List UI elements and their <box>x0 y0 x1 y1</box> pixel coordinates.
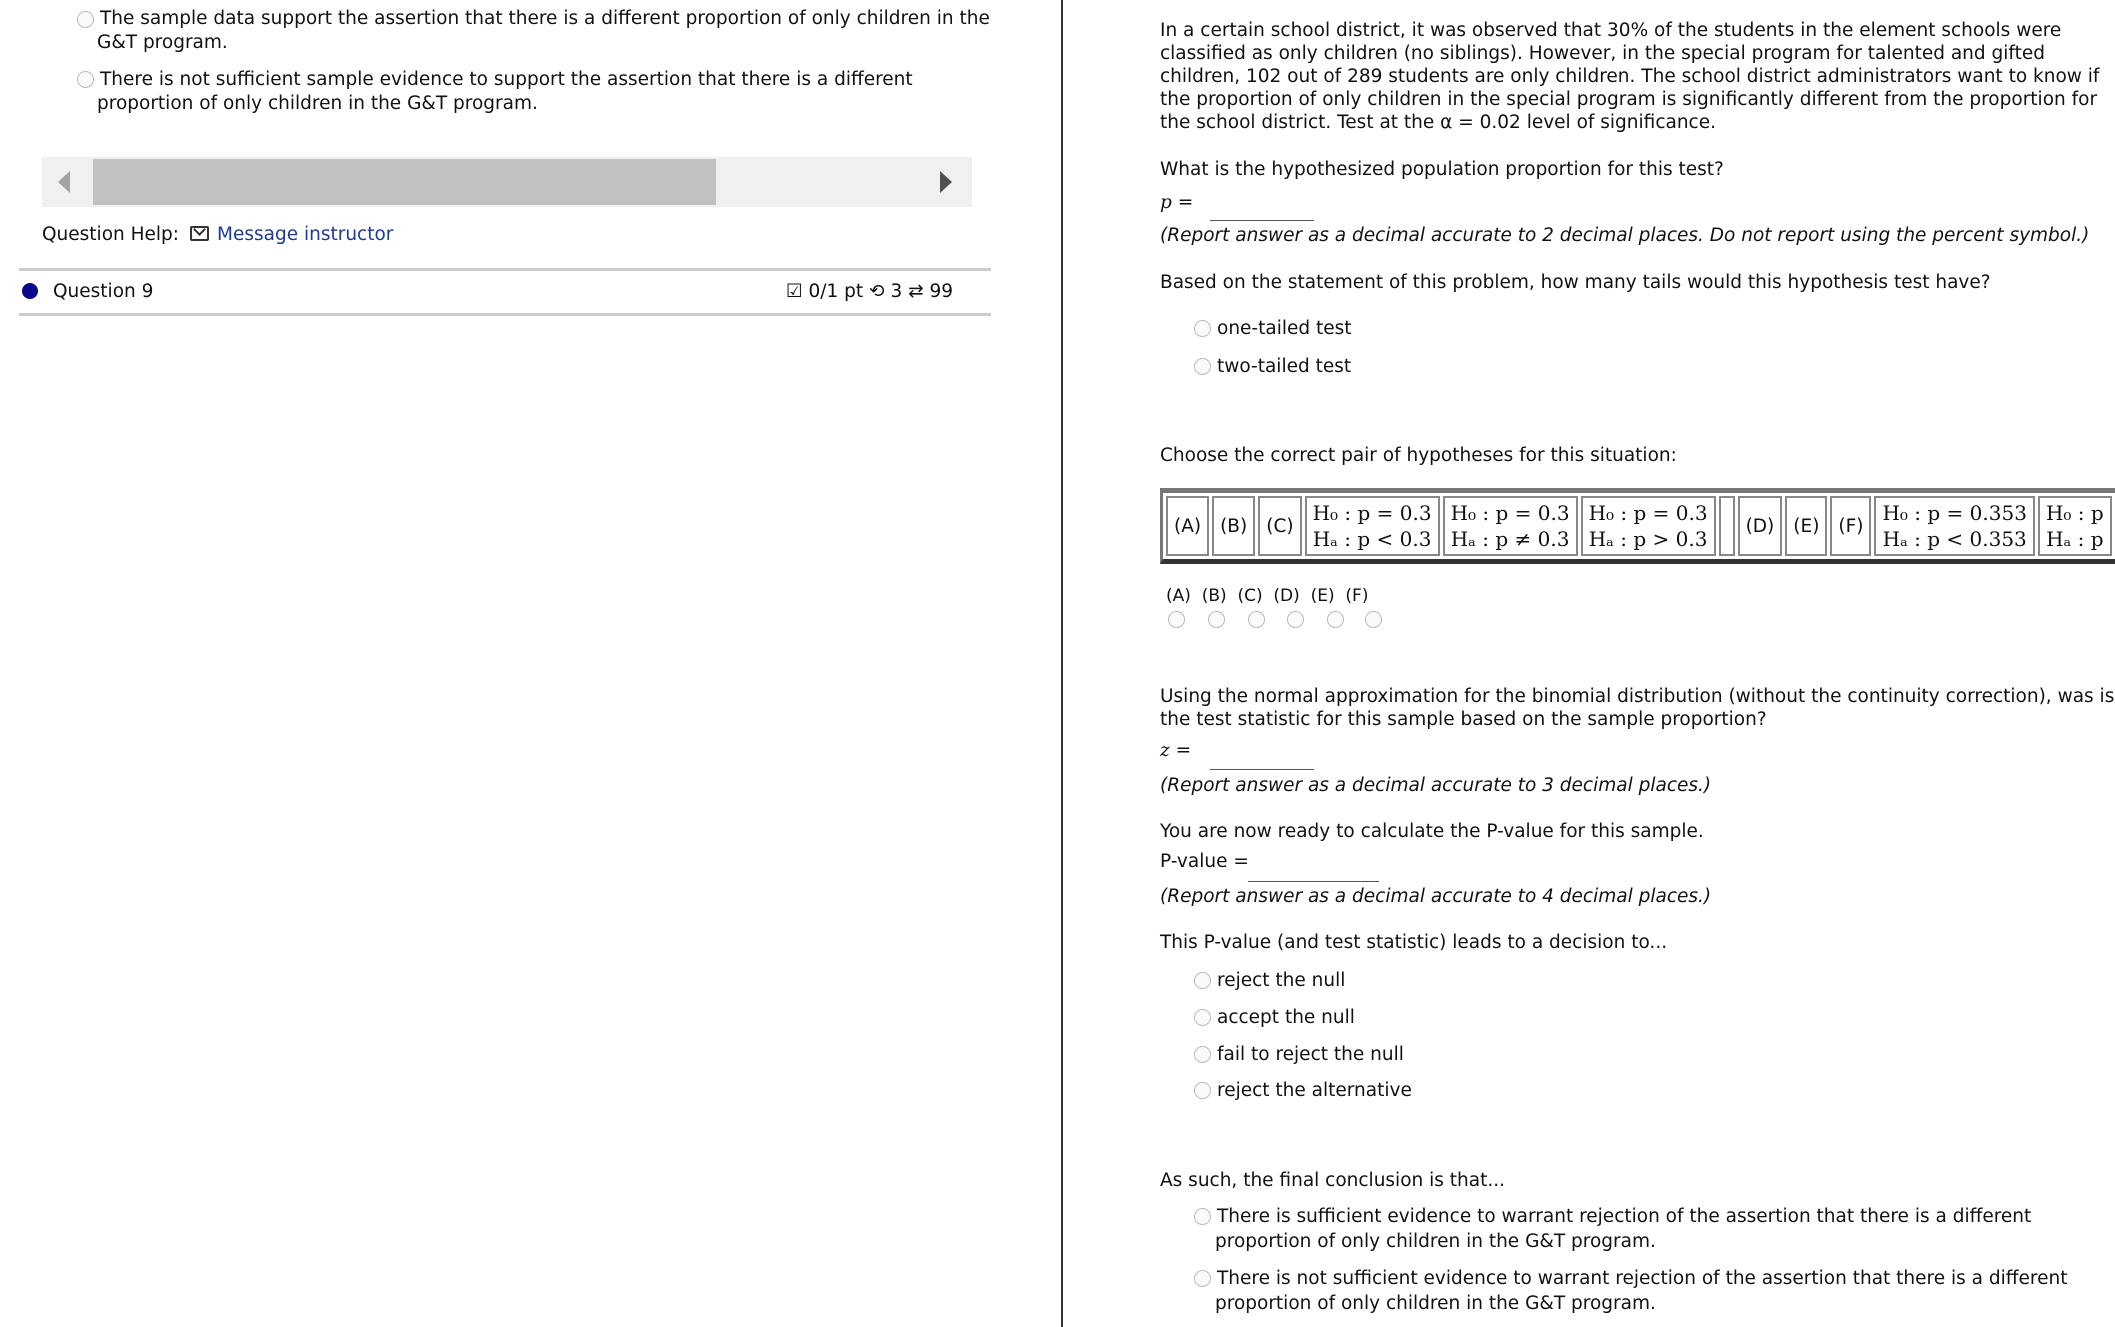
tail-radio[interactable] <box>1194 320 1211 337</box>
choice-radio-f[interactable] <box>1365 611 1382 628</box>
decision-option: reject the alternative <box>1217 1080 1412 1101</box>
decision-option: fail to reject the null <box>1217 1044 1404 1065</box>
pvalue-label: P-value = <box>1160 851 1249 872</box>
hyp-pair <box>1305 496 1440 556</box>
h0: H₀ : p = 0.353 <box>1882 501 2027 525</box>
choice-labels <box>1166 586 1368 606</box>
tail-radio[interactable] <box>1194 358 1211 375</box>
ha: Hₐ : p > 0.3 <box>1588 527 1708 551</box>
attempts-icon: ⇄ <box>908 281 924 302</box>
choice-label: (B) <box>1201 586 1227 606</box>
decision-option: accept the null <box>1217 1007 1355 1028</box>
ha: Hₐ : p ≠ 0.3 <box>1450 527 1570 551</box>
option-radio[interactable] <box>77 11 94 28</box>
p-label: p = <box>1160 192 1194 213</box>
empty-cell <box>1719 496 1735 556</box>
horizontal-scrollbar[interactable] <box>42 157 972 207</box>
z-label: z = <box>1160 740 1192 761</box>
z-input[interactable] <box>1210 768 1314 770</box>
question-text: Choose the correct pair of hypotheses for this situation: <box>1160 445 1677 466</box>
retries: 3 <box>890 281 903 302</box>
note: (Report answer as a decimal accurate to 4 decimal places.) <box>1160 886 1712 907</box>
hyp-pair <box>1874 496 2034 556</box>
question-text: Using the normal approximation for the binomial distribution (without the continuity correction), was is <box>1160 686 2115 707</box>
intro-line: In a certain school district, it was observed that 30% of the students in the element schools were <box>1160 20 2062 41</box>
option-text: There is not sufficient sample evidence to support the assertion that there is a different <box>100 69 913 90</box>
hyp-label: (F) <box>1830 496 1871 556</box>
hyp-label: (E) <box>1785 496 1827 556</box>
choice-radio-e[interactable] <box>1327 611 1344 628</box>
hyp-label: (A) <box>1166 496 1209 556</box>
conclusion-option: There is not sufficient evidence to warrant rejection of the assertion that there is a different <box>1217 1268 2068 1289</box>
tail-option: one-tailed test <box>1217 318 1352 339</box>
pane-divider[interactable] <box>1061 0 1063 1327</box>
ha: Hₐ : p <box>2046 527 2104 551</box>
h0: H₀ : p = 0.3 <box>1450 501 1570 525</box>
p-input[interactable] <box>1210 219 1314 221</box>
hyp-label: (D) <box>1738 496 1783 556</box>
option-text: The sample data support the assertion that there is a different proportion of only children in the <box>100 8 990 29</box>
pvalue-input[interactable] <box>1248 880 1379 882</box>
question-text: What is the hypothesized population proportion for this test? <box>1160 159 1724 180</box>
note: (Report answer as a decimal accurate to 2 decimal places. Do not report using the percent symbol.) <box>1160 225 2090 246</box>
mail-icon <box>190 226 209 241</box>
intro-line: the proportion of only children in the special program is significantly different from the proportion for <box>1160 89 2098 110</box>
ha: Hₐ : p < 0.3 <box>1312 527 1432 551</box>
tail-option: two-tailed test <box>1217 356 1352 377</box>
question-help-label: Question Help: <box>42 224 180 245</box>
retry-icon: ⟲ <box>869 281 885 302</box>
note: (Report answer as a decimal accurate to 3 decimal places.) <box>1160 775 1712 796</box>
h0: H₀ : p = 0.3 <box>1312 501 1432 525</box>
conclusion-option: There is sufficient evidence to warrant rejection of the assertion that there is a different <box>1217 1206 2032 1227</box>
choice-label: (C) <box>1237 586 1263 606</box>
question-title: Question 9 <box>53 281 154 302</box>
divider <box>19 313 991 316</box>
message-instructor-link[interactable]: Message instructor <box>217 224 394 245</box>
question-text: Based on the statement of this problem, how many tails would this hypothesis test have? <box>1160 272 1991 293</box>
question-text: You are now ready to calculate the P-value for this sample. <box>1160 821 1704 842</box>
hypotheses-table-wrap <box>1160 485 2104 561</box>
conclusion-option: proportion of only children in the G&T program. <box>1215 1293 1656 1314</box>
option-radio[interactable] <box>77 71 94 88</box>
ha: Hₐ : p < 0.353 <box>1882 527 2027 551</box>
hyp-pair <box>2038 496 2112 556</box>
question-text: This P-value (and test statistic) leads to a decision to... <box>1160 932 1668 953</box>
option-text: proportion of only children in the G&T program. <box>97 93 538 114</box>
hypotheses-table <box>1160 488 2115 564</box>
scroll-left-icon[interactable] <box>58 171 70 193</box>
decision-radio[interactable] <box>1194 972 1211 989</box>
attempts: 99 <box>929 281 954 302</box>
hyp-label: (B) <box>1212 496 1255 556</box>
score: 0/1 pt <box>808 281 864 302</box>
scroll-right-icon[interactable] <box>940 171 952 193</box>
hyp-label: (C) <box>1258 496 1301 556</box>
decision-option: reject the null <box>1217 970 1346 991</box>
conclusion-option: proportion of only children in the G&T program. <box>1215 1231 1656 1252</box>
option-text: G&T program. <box>97 32 228 53</box>
choice-label: (E) <box>1310 586 1335 606</box>
h0: H₀ : p <box>2045 501 2104 525</box>
choice-radio-b[interactable] <box>1208 611 1225 628</box>
checkbox-score-icon: ☑ <box>786 281 803 302</box>
scrollbar-thumb[interactable] <box>93 159 716 205</box>
choice-label: (D) <box>1273 586 1300 606</box>
decision-radio[interactable] <box>1194 1009 1211 1026</box>
choice-label: (A) <box>1166 586 1191 606</box>
choice-label: (F) <box>1345 586 1369 606</box>
decision-radio[interactable] <box>1194 1082 1211 1099</box>
intro-line: children, 102 out of 289 students are only children. The school district administrators want to know if <box>1160 66 2100 87</box>
conclusion-radio[interactable] <box>1194 1208 1211 1225</box>
decision-radio[interactable] <box>1194 1046 1211 1063</box>
question-text: As such, the final conclusion is that... <box>1160 1170 1505 1191</box>
choice-radio-d[interactable] <box>1287 611 1304 628</box>
conclusion-radio[interactable] <box>1194 1270 1211 1287</box>
intro-line: the school district. Test at the α = 0.02 level of significance. <box>1160 112 1716 133</box>
question-meta <box>786 281 953 302</box>
intro-line: classified as only children (no siblings). However, in the special program for talented and gifted <box>1160 43 2045 64</box>
hyp-pair <box>1443 496 1578 556</box>
choice-radio-a[interactable] <box>1168 611 1185 628</box>
divider <box>19 268 991 271</box>
question-status-dot-icon <box>22 283 38 299</box>
hyp-pair <box>1581 496 1716 556</box>
h0: H₀ : p = 0.3 <box>1588 501 1708 525</box>
question-text: the test statistic for this sample based on the sample proportion? <box>1160 709 1767 730</box>
choice-radio-c[interactable] <box>1248 611 1265 628</box>
